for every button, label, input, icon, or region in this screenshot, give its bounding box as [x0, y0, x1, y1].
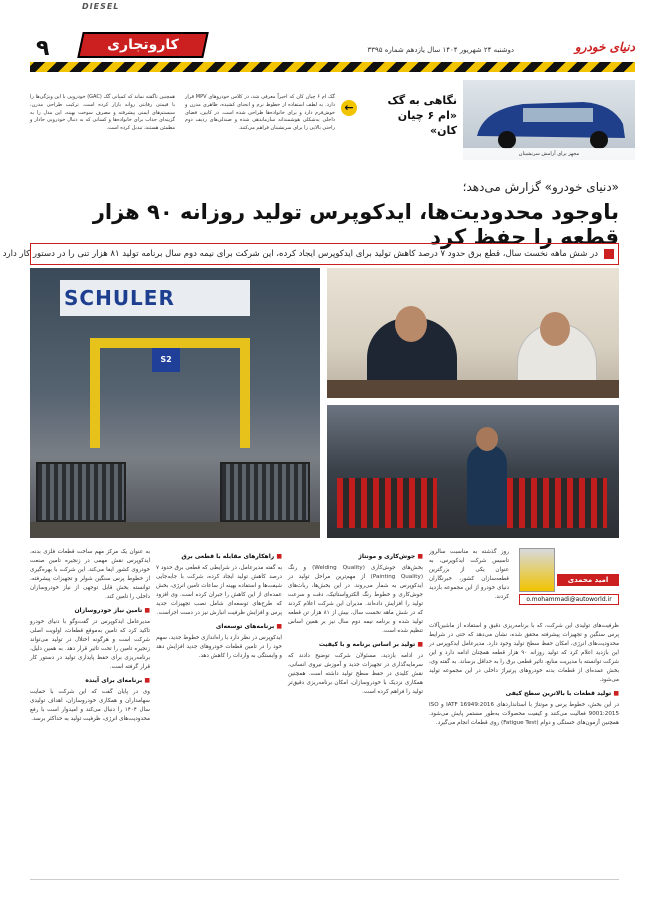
factory-floor — [30, 522, 320, 538]
parts-rack — [337, 478, 437, 528]
factory-press-photo — [30, 268, 320, 538]
interview-photo — [327, 268, 619, 398]
issue-date-line: دوشنبه ۲۴ شهریور ۱۴۰۴ سال یازدهم شماره ۳۳۹۵ — [367, 46, 514, 54]
body-paragraph: در ادامه بازدید، مسئولان شرکت توضیح دادند که سرمایه‌گذاری در تجهیزات جدید و آموزش نیروی انسانی، نقش کلیدی در حفظ سطح تولید داشته است. همچنین همکاری نزدیک با خودروسازان، امکان برنامه‌ریزی دقیق‌تر تولید را فراهم کرده است. — [288, 652, 423, 695]
top-news-strip — [30, 80, 635, 160]
subheading: ■ راهکارهای مقابله با قطعی برق — [156, 552, 282, 562]
body-column-1-intro — [429, 548, 509, 606]
assembly-line-photo — [327, 405, 619, 538]
subheading: ■ برنامه‌ای برای آینده — [30, 676, 150, 686]
body-column-1 — [429, 622, 619, 732]
subheading: ■ جوش‌کاری و مونتاژ — [288, 552, 423, 562]
body-paragraph: وی در پایان گفت که این شرکت با حمایت سهامداران و همکاری خودروسازان، اهداف تولیدی سال ۱۴۰۴ را دنبال می‌کند و امیدوار است با رفع محدودیت‌های انرژی، ظرفیت تولید به حداکثر برسد. — [30, 689, 150, 723]
author-avatar — [519, 548, 555, 592]
page-number: ۹ — [36, 36, 50, 61]
car-photo-caption: مجهز برای آرامش سرنشینان — [463, 148, 635, 160]
section-title: کاروتجاری — [107, 37, 179, 53]
diesel-brand-tag: DIESEL — [82, 2, 120, 11]
person-head — [476, 427, 498, 451]
author-box — [519, 548, 619, 618]
body-paragraph: روز گذشته به مناسبت سالروز تاسیس شرکت ایدکوپرس، به عنوان یکی از بزرگترین قطعه‌سازان کشور، خبرنگاران دنیای خودرو از این مجموعه بازدید کردند. — [429, 549, 509, 601]
article-kicker: «دنیای خودرو» گزارش می‌دهد؛ — [462, 180, 619, 194]
press-line-sign: S2 — [152, 348, 180, 372]
person-head — [540, 312, 570, 346]
person-head — [395, 306, 427, 342]
factory-worker — [467, 445, 507, 525]
strip-text-col-2: همچنین ناگفته نماند که کمپانی گک (GAC) خودرویی با این ویژگی‌ها را با قیمتی رقابتی روانه بازار کرده است. ترکیب طراحی مدرن، سیستم‌های ایمنی پیشرفته و مصرف سوخت بهینه، این مدل را به گزینه‌ای جذاب برای خانواده‌ها و کسانی که به دنبال خودرویی جادار و مطمئن هستند، تبدیل کرده است. — [30, 94, 175, 131]
car-photo — [463, 80, 635, 160]
red-square-marker — [604, 249, 614, 259]
body-paragraph: در این بخش، خطوط پرس و مونتاژ با استانداردهای IATF 16949:2016 و ISO 9001:2015 فعالیت می‌کنند و کیفیت محصولات به‌طور مستمر پایش می‌شود. همچنین آزمون‌های خستگی و دوام (Fatigue Test) روی قطعات انجام می‌گیرد. — [429, 702, 620, 727]
arrow-left-icon: ← — [341, 100, 357, 116]
hazard-stripe-divider — [30, 62, 635, 72]
body-paragraph: ظرفیت‌های تولیدی این شرکت، که با برنامه‌ریزی دقیق و استفاده از ماشین‌آلات پرس سنگین و تجهیزات پیشرفته محقق شده، نشان می‌دهد که حتی در شرایط محدودیت‌های انرژی، امکان حفظ سطح تولید وجود دارد. مدیرعامل ایدکوپرس در این بازدید اعلام کرد که تولید روزانه ۹۰ هزار قطعه همچنان ادامه دارد و این شرکت توانسته با مدیریت منابع، تاثیر قطعی برق را به حداقل برساند. به گفته وی، بخش عمده‌ای از قطعات بدنه خودروهای پرتیراژ داخلی در این مجموعه تولید می‌شود. — [429, 623, 619, 684]
body-column-4 — [30, 548, 150, 728]
parts-crate — [220, 462, 310, 522]
subheading: ■ تولید قطعات با بالاترین سطح کیفی — [429, 689, 619, 699]
body-paragraph: به عنوان یک مرکز مهم ساخت قطعات فلزی بدنه، ایدکوپرس نقش مهمی در زنجیره تامین صنعت خودروی کشور ایفا می‌کند. این شرکت با بهره‌گیری از خطوط پرس سنگین شولر و تجهیزات پیشرفته، توانسته بخش قابل توجهی از نیاز خودروسازان داخلی را تامین کند. — [30, 549, 150, 601]
body-paragraph: مدیرعامل ایدکوپرس در گفت‌وگو با دنیای خودرو تاکید کرد که تامین به‌موقع قطعات، اولویت اصلی شرکت است و هرگونه اختلال در تولید می‌تواند زنجیره تامین را تحت تاثیر قرار دهد. به همین دلیل، برنامه‌ریزی برای حفظ پایداری تولید در دستور کار قرار گرفته است. — [30, 619, 150, 671]
parts-crate — [36, 462, 126, 522]
strip-text-col-1: گک ام ۶ چیان کان که اخیراً معرفی شد، در کلاس خودروهای MPV قرار دارد. به لطف استفاده از خطوط نرم و انحنای کشیده، ظاهری مدرن و خوش‌فرم دارد و برای خانواده‌ها طراحی شده است. در کابین، فضای داخلی به‌شکلی هوشمندانه سازماندهی شده و صندلی‌های ردیف دوم راحتی بالایی را برای سرنشینان فراهم می‌کنند. — [185, 94, 335, 131]
subheading: ■ برنامه‌های توسعه‌ای — [156, 622, 282, 632]
subheading: ■ تامین نیاز خودروسازان — [30, 606, 150, 616]
body-paragraph: به گفته مدیرعامل، در شرایطی که قطعی برق حدود ۷ درصد کاهش تولید ایجاد کرده، شرکت با جابه‌جایی شیفت‌ها و استفاده بهینه از ساعات تامین انرژی، بخش عمده‌ای از این کاهش را جبران کرده است. وی افزود که طرح‌های توسعه‌ای شامل نصب تجهیزات جدید پرس و افزایش ظرفیت انبارش نیز در دست اجراست. — [156, 564, 282, 616]
footer-divider — [30, 879, 619, 880]
body-column-2 — [288, 548, 423, 701]
schuler-sign-text: SCHULER — [64, 286, 175, 310]
article-headline: باوجود محدودیت‌ها، ایدکوپرس تولید روزانه ۹۰ هزار قطعه را حفظ کرد — [92, 200, 619, 250]
author-name: امید محمدی — [557, 574, 619, 586]
author-email: o.mohammadi@autoworld.ir — [519, 594, 619, 605]
newspaper-logo: دنیای خودرو — [574, 40, 635, 54]
body-column-3 — [156, 548, 282, 665]
article-lead-box — [2, 243, 619, 265]
subheading: ■ تولید بر اساس برنامه و با کیفیت — [288, 640, 423, 650]
article-lead: در شش ماهه نخست سال، قطع برق حدود ۷ درصد کاهش تولید برای ایدکوپرس ایجاد کرده، این شرکت برای نیمه دوم سال برنامه تولید ۸۱ هزار تنی را در دستور کار دارد — [2, 249, 598, 259]
body-paragraph: ایدکوپرس در نظر دارد با راه‌اندازی خطوط جدید، سهم خود را در تامین قطعات خودروهای جدید افزایش دهد و وابستگی به واردات را کاهش دهد. — [156, 634, 282, 659]
strip-headline: نگاهی به گک «ام ۶ چیان کان» — [387, 94, 457, 137]
page-header — [0, 0, 649, 74]
body-paragraph: بخش‌های جوش‌کاری (Welding Quality) و رنگ (Painting Quality) از مهم‌ترین مراحل تولید در ایدکوپرس به شمار می‌روند. در این بخش‌ها، ربات‌های جوش‌کاری و خطوط رنگ الکترواستاتیک، دقت و سرعت تولید را افزایش داده‌اند. مدیران این شرکت اعلام کردند که در شش ماهه نخست سال، بیش از ۸۱ هزار تن قطعه تولید شده و برنامه نیمه دوم سال نیز بر همین اساس تنظیم شده است. — [288, 564, 423, 635]
interview-table — [327, 380, 619, 398]
parts-rack — [507, 478, 607, 528]
